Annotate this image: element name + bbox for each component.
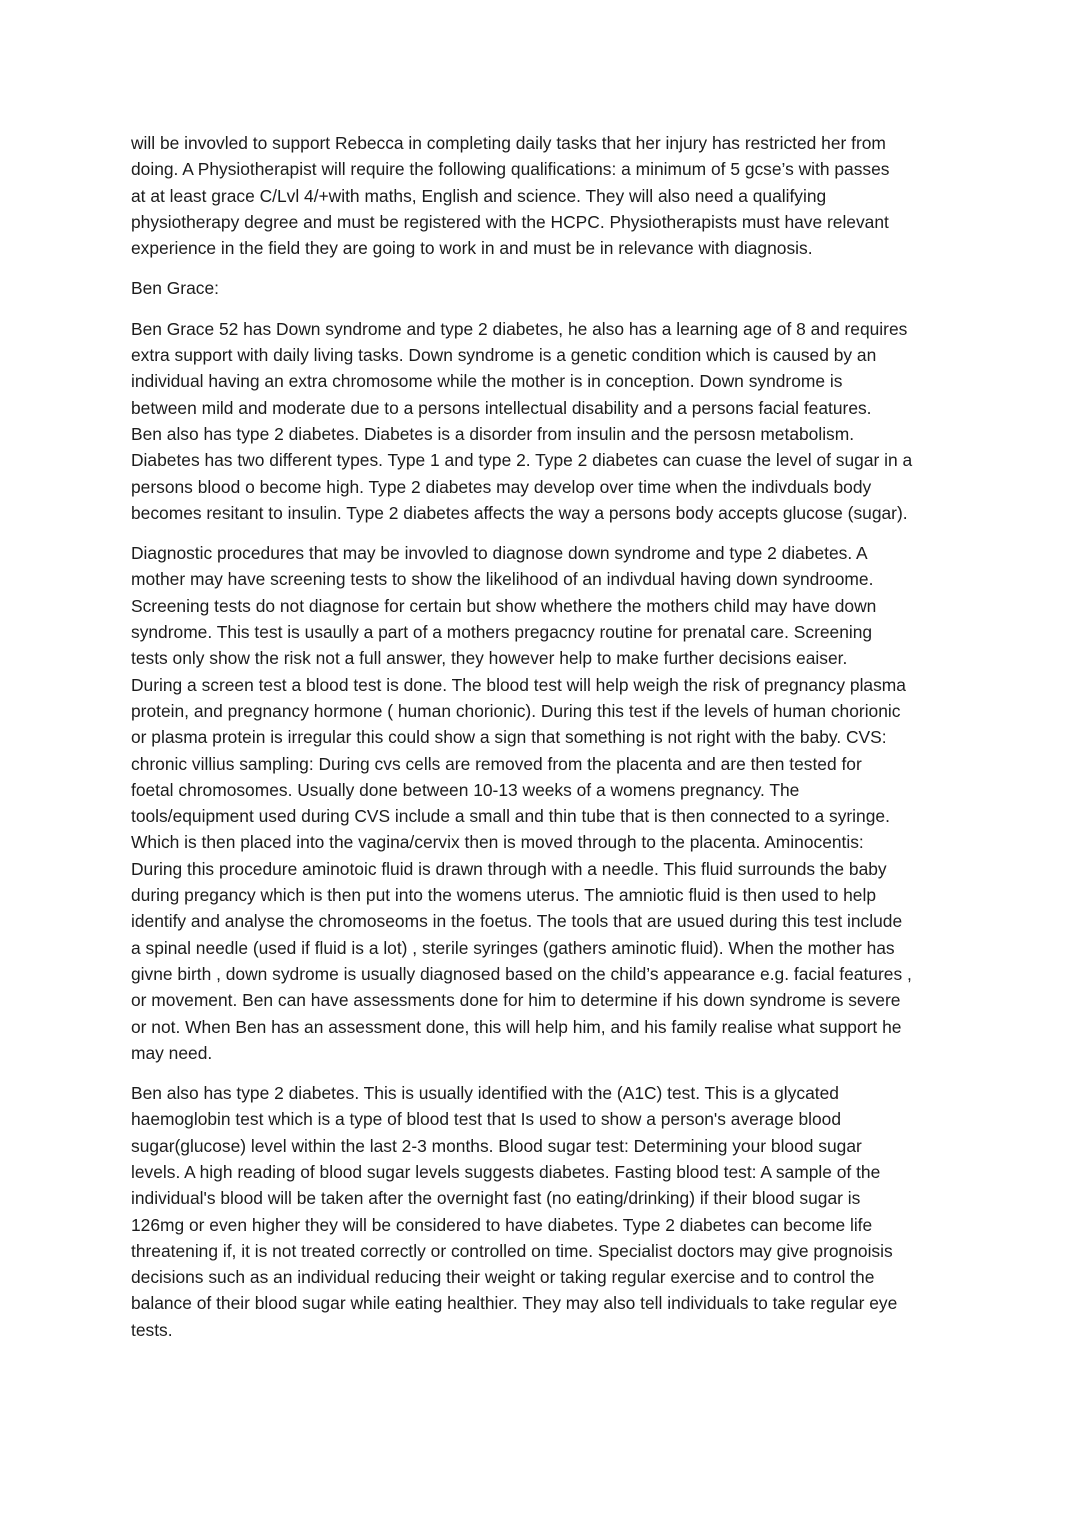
paragraph-diagnostic-procedures: Diagnostic procedures that may be invovled to diagnose down syndrome and type 2 diabetes. A mother may have screening tests to show the likelihood of an indivdual having down syndroome. Screening tests do not diagnose for certain but show whethere the mothers child may have down syndrome. This test is usaully a part of a mothers pregacncy routine for prenatal care. Screening tests only show the risk not a full answer, they however help to make further decisions eaiser. During a screen test a blood test is done. The blood test will help weigh the risk of pregnancy plasma protein, and pregnancy hormone ( human chorionic). During this test if the levels of human chorionic or plasma protein is irregular this could show a sign that something is not right with the baby. CVS: chronic villius sampling: During cvs cells are removed from the placenta and are then tested for foetal chromosomes. Usually done between 10-13 weeks of a womens pregnancy. The tools/equipment used during CVS include a small and thin tube that is then connected to a syringe. Which is then placed into the vagina/cervix then is moved through to the placenta. Aminocentis: During this procedure aminotoic fluid is drawn through with a needle. This fluid surrounds the baby during pregancy which is then put into the womens uterus. The amniotic fluid is then used to help identify and analyse the chromoseoms in the foetus. The tools that are usued during this test include a spinal needle (used if fluid is a lot) , sterile syringes (gathers aminotic fluid). When the mother has givne birth , down sydrome is usually diagnosed based on the child’s appearance e.g. facial features , or movement. Ben can have assessments done for him to determine if his down syndrome is severe or not. When Ben has an assessment done, this will help him, and his family realise what support he may need. — [131, 543, 912, 1063]
paragraph-type2-diabetes-tests: Ben also has type 2 diabetes. This is usually identified with the (A1C) test. This is a glycated haemoglobin test which is a type of blood test that Is used to show a person's average blood sugar(glucose) level within the last 2-3 months. Blood sugar test: Determining your blood sugar levels. A high reading of blood sugar levels suggests diabetes. Fasting blood test: A sample of the individual's blood will be taken after the overnight fast (no eating/drinking) if their blood sugar is 126mg or even higher they will be considered to have diabetes. Type 2 diabetes can become life threatening if, it is not treated correctly or controlled on time. Specialist doctors may give prognoisis decisions such as an individual reducing their weight or taking regular exercise and to control the balance of their blood sugar while eating healthier. They may also tell individuals to take regular eye tests. — [131, 1083, 898, 1340]
document-page — [131, 130, 953, 1343]
section-heading-ben-grace: Ben Grace: — [131, 278, 219, 299]
paragraph-physiotherapist-qualifications: will be invovled to support Rebecca in completing daily tasks that her injury has restricted her from doing. A Physiotherapist will require the following qualifications: a minimum of 5 gcse’s with passes at at least grace C/Lvl 4/+with maths, English and science. They will also need a qualifying physiotherapy degree and must be registered with the HCPC. Physiotherapists must have relevant experience in the field they are going to work in and must be in relevance with diagnosis. — [131, 133, 890, 259]
paragraph-ben-grace-conditions: Ben Grace 52 has Down syndrome and type 2 diabetes, he also has a learning age of 8 and requires extra support with daily living tasks. Down syndrome is a genetic condition which is caused by an individual having an extra chromosome while the mother is in conception. Down syndrome is between mild and moderate due to a persons intellectual disability and a persons facial features. Ben also has type 2 diabetes. Diabetes is a disorder from insulin and the persosn metabolism. Diabetes has two different types. Type 1 and type 2. Type 2 diabetes can cuase the level of sugar in a persons blood o become high. Type 2 diabetes may develop over time when the indivduals body becomes resitant to insulin. Type 2 diabetes affects the way a persons body accepts glucose (sugar). — [131, 318, 913, 523]
